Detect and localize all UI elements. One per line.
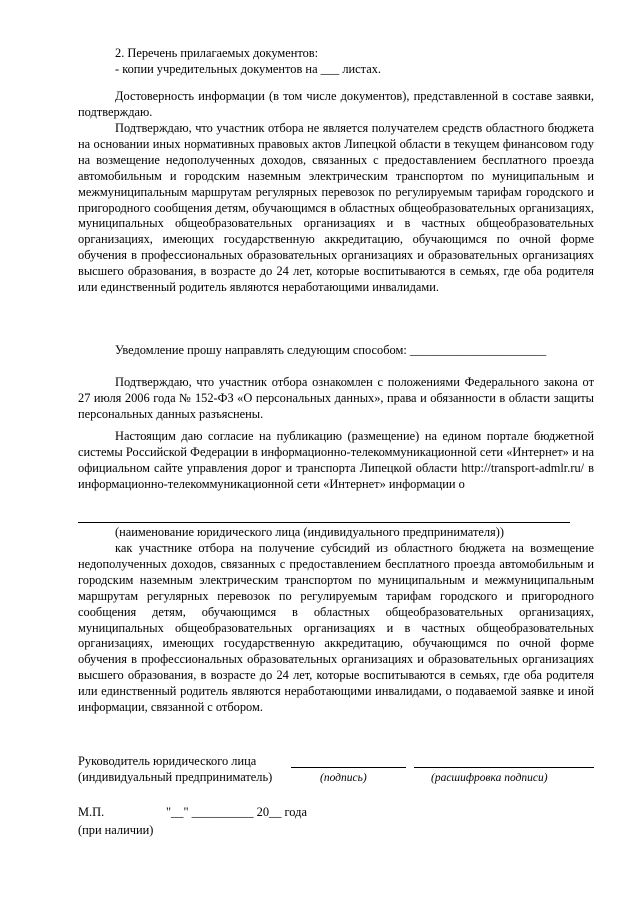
participant-paragraph: как участнике отбора на получение субсидий из областного бюджета на возмещение недополученных доходов, связанных с предоставлением бесплатного проезда автомобильным и городским наземным электрическим транспортом по муниципальным и межмуниципальным маршрутам регулярных перевозок по регулируемым тарифам городского и пригородного сообщения детям, обучающимся в областных общеобразовательных организациях, муниципальных общеобразовательных организациях и в частных общеобразовательных организациях, имеющих государственную аккредитацию, обучающимся по очной форме обучения в профессиональных образовательных организациях и образовательных организациях высшего образования, в возрасте до 24 лет, которые воспитываются в семьях, где оба родителя или единственный родитель являются неработающими инвалидами, о подаваемой заявке и иной информации, связанной с отбором. [78,541,594,715]
reliability-paragraph: Достоверность информации (в том числе документов), представленной в составе заявки, подтверждаю. [78,89,594,119]
signature-caption: (подпись) [320,772,367,784]
attachments-heading: 2. Перечень прилагаемых документов: [115,46,319,60]
confirm-not-recipient-paragraph: Подтверждаю, что участник отбора не является получателем средств областного бюджета на основании иных нормативных правовых актов Липецкой области в текущем финансовом году на возмещение недополученных доходов, связанных с предоставлением бесплатного проезда автомобильным и городским наземным электрическим транспортом по муниципальным и межмуниципальным маршрутам регулярных перевозок по регулируемым тарифам городского и пригородного сообщения детям, обучающимся в областных общеобразовательных организациях, муниципальных общеобразовательных организациях и в частных общеобразовательных организациях, имеющих государственную аккредитацию, обучающимся по очной форме обучения в профессиональных образовательных организациях и образовательных организациях высшего образования, в возрасте до 24 лет, которые воспитываются в семьях, где оба родителя или единственный родитель являются неработающими инвалидами. [78,121,594,295]
signature-line [291,767,406,768]
entity-caption: (наименование юридического лица (индивидуального предпринимателя)) [115,525,504,539]
decode-caption: (расшифровка подписи) [431,772,548,784]
signature-head-line1: Руководитель юридического лица [78,754,257,768]
signature-head-line2: (индивидуальный предприниматель) [78,770,273,784]
stamp-label: М.П. [78,805,105,819]
notification-line: Уведомление прошу направлять следующим способом: ______________________ [115,343,547,357]
decode-line [414,767,594,768]
stamp-if-any: (при наличии) [78,823,154,837]
attachments-item: - копии учредительных документов на ___ листах. [115,62,382,76]
stamp-date: "__" __________ 20__ года [166,805,307,819]
entity-name-line [78,522,570,523]
confirm-law-paragraph: Подтверждаю, что участник отбора ознакомлен с положениями Федерального закона от 27 июля 2006 года № 152-ФЗ «О персональных данных», права и обязанности в области защиты персональных данных разъяснены. [78,375,594,421]
consent-paragraph: Настоящим даю согласие на публикацию (размещение) на едином портале бюджетной системы Российской Федерации в информационно-телекоммуникационной сети «Интернет» и на официальном сайте управления дорог и транспорта Липецкой области http://transport-admlr.ru/ в информационно-телекоммуникационной сети «Интернет» информации о [78,429,594,491]
